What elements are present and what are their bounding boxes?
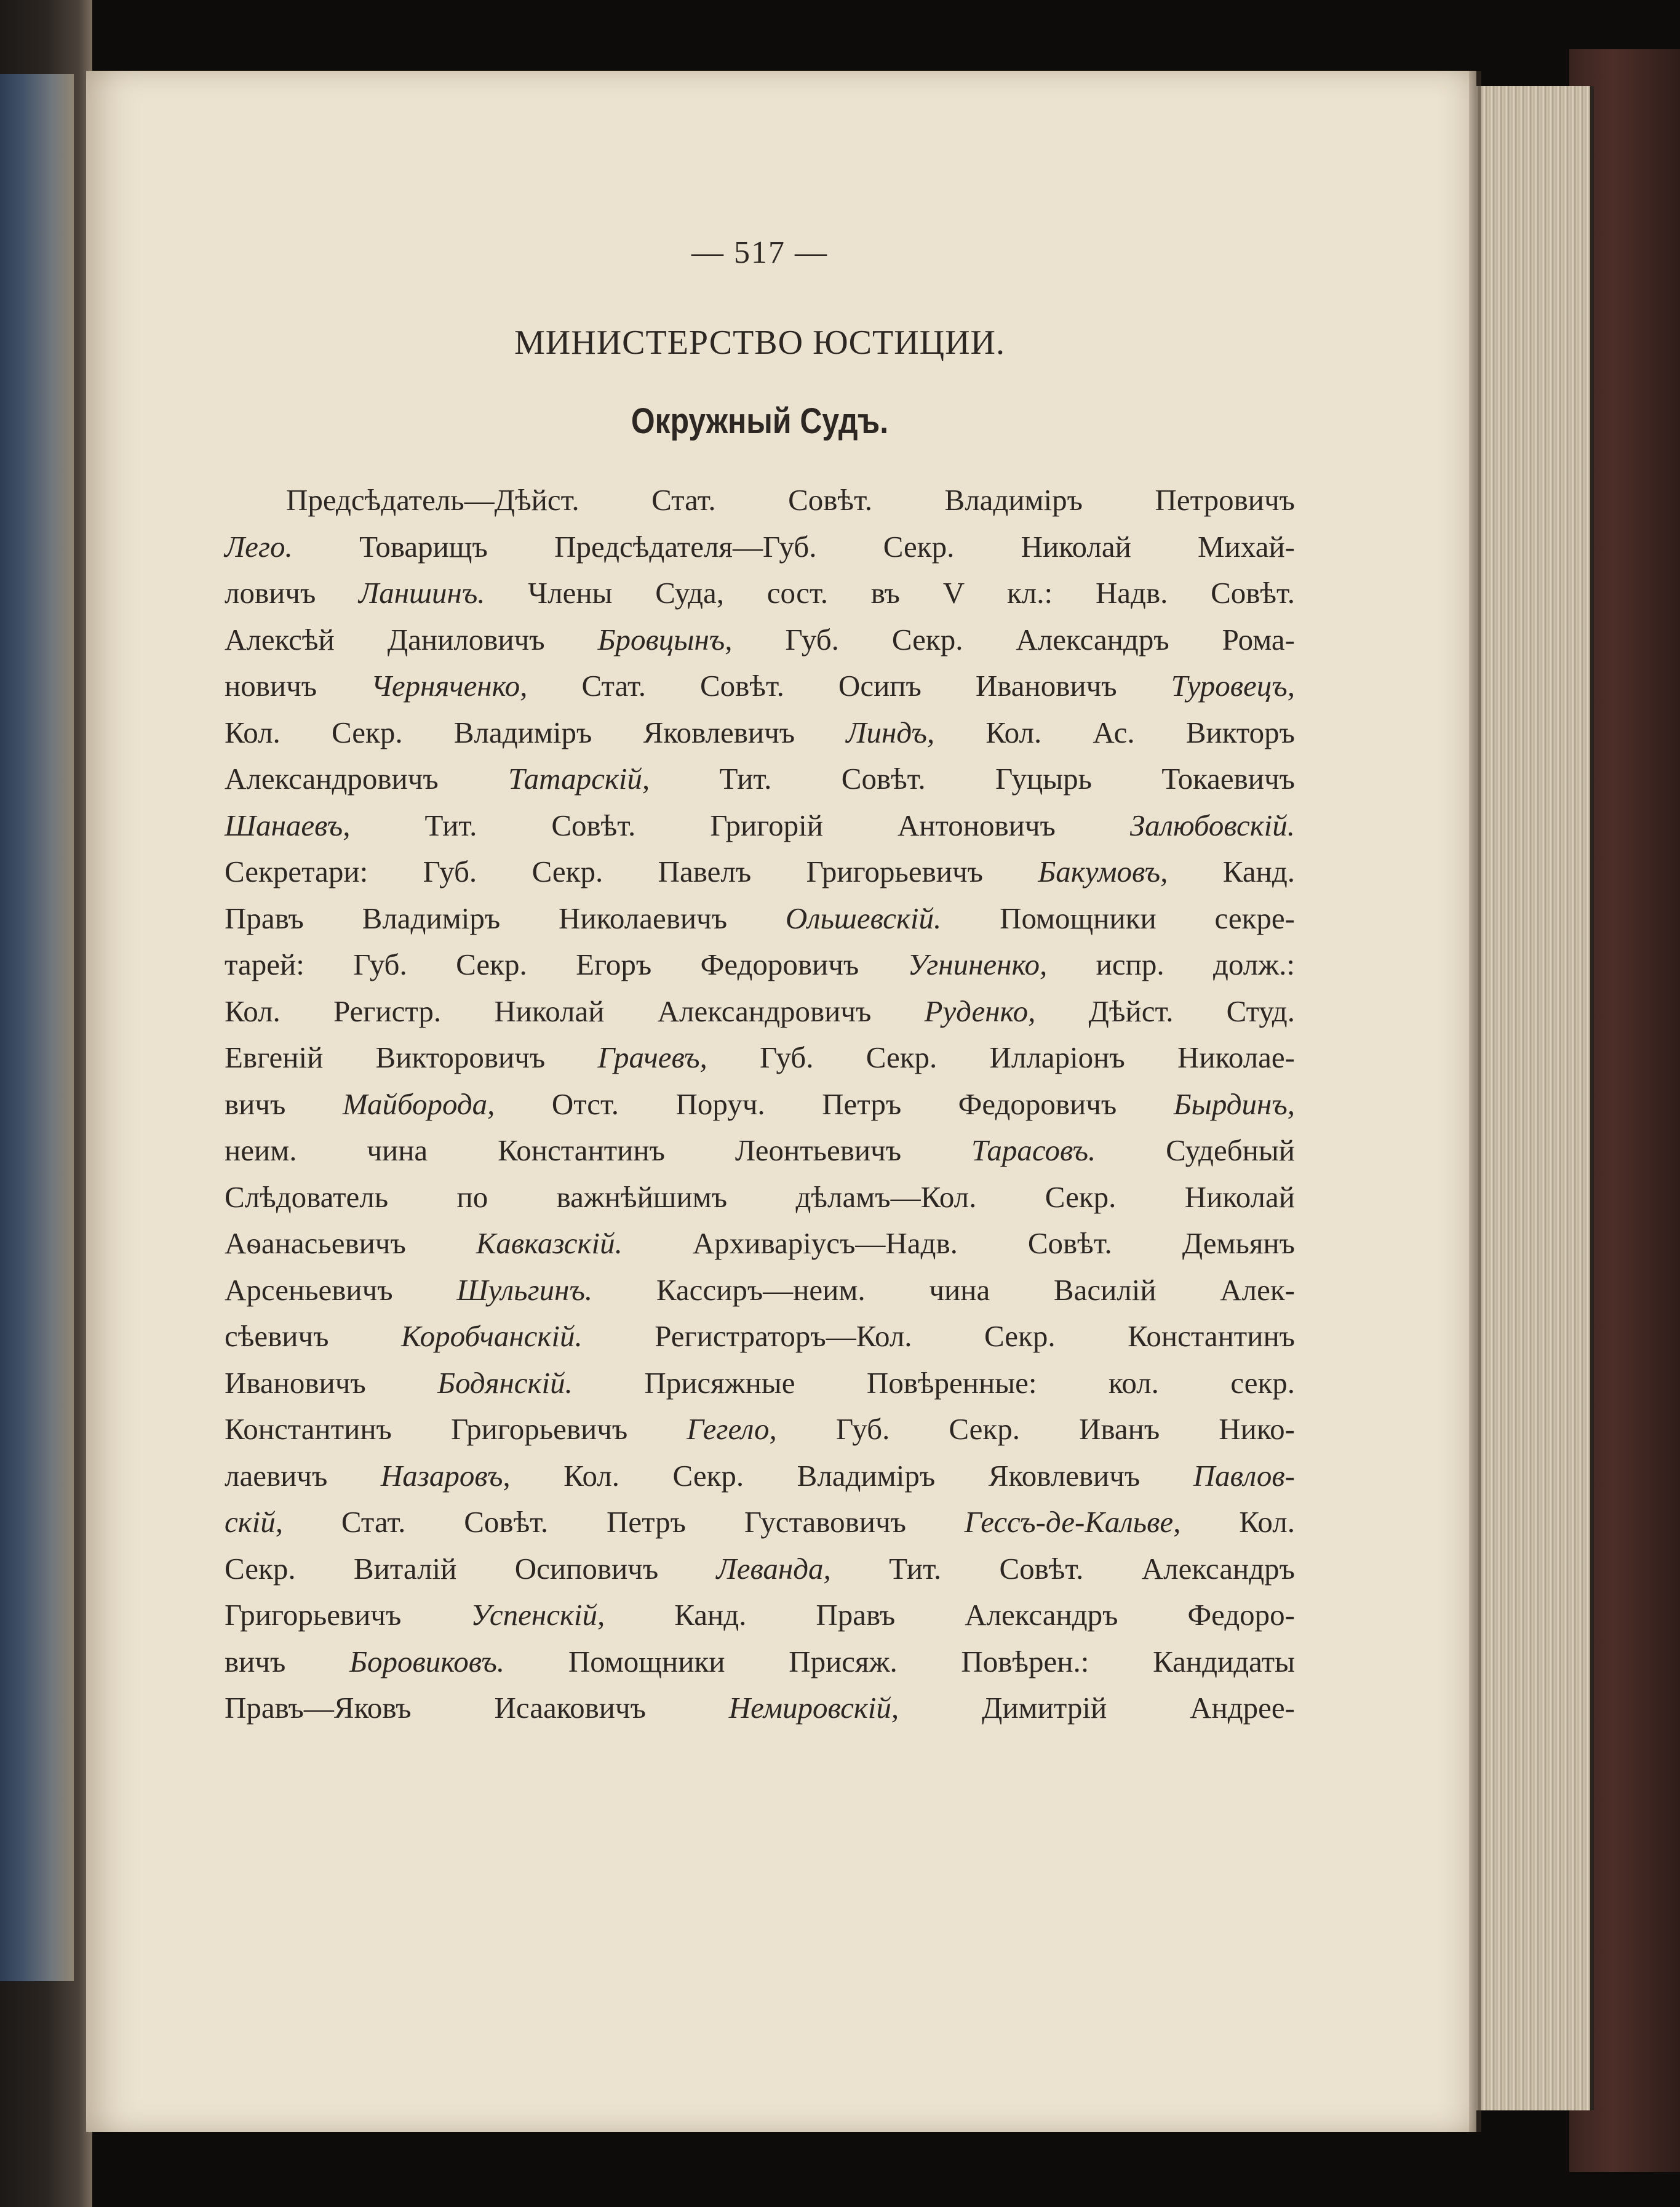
person-surname: Ланшинъ. [359,576,485,610]
text-segment: Александровичъ [225,762,509,796]
text-segment: лаевичъ [225,1458,381,1493]
person-surname: Успенскій, [471,1598,605,1632]
text-segment: Константинъ Григорьевичъ [225,1412,687,1446]
text-segment: Дѣйст. Студ. [1035,994,1295,1028]
person-surname: Леванда, [716,1551,831,1586]
text-segment: Димитрій Андрее- [899,1691,1295,1725]
text-segment: Тит. Совѣт. Гуцырь Токаевичъ [650,762,1295,796]
text-line [225,848,1295,895]
text-segment: Аѳанасьевичъ [225,1226,476,1260]
person-surname: Лего. [225,529,293,564]
text-segment: Регистраторъ—Кол. Секр. Константинъ [582,1319,1295,1353]
text-line [225,1220,1295,1267]
text-segment: Губ. Секр. Иванъ Нико- [776,1412,1295,1446]
person-surname: Немировскій, [728,1691,899,1725]
text-segment: тарей: Губ. Секр. Егоръ Федоровичъ [225,948,908,981]
body-text [225,477,1295,1731]
text-segment: Ивановичъ [225,1365,438,1400]
person-surname: Татарскій, [508,762,650,796]
text-line [225,1360,1295,1407]
text-line [225,617,1295,663]
text-segment: Помощники Присяж. Повѣрен.: Кандидаты [504,1644,1295,1678]
text-segment: Канд. Правъ Александръ Федоро- [605,1598,1296,1632]
text-segment: Кол. Секр. Владиміръ Яковлевичъ [510,1458,1193,1493]
person-surname: Туровецъ, [1171,669,1295,703]
text-line [225,1267,1295,1314]
text-line [225,1453,1295,1499]
text-line [225,524,1295,570]
text-segment: Стат. Совѣт. Осипъ Ивановичъ [527,669,1171,703]
text-segment: Секретари: Губ. Секр. Павелъ Григорьевичъ [225,855,1038,888]
person-surname: скій, [225,1505,284,1539]
text-line [225,570,1295,617]
text-line [225,1592,1295,1638]
text-segment: Евгеній Викторовичъ [225,1040,598,1074]
text-segment: Предсѣдатель—Дѣйст. Стат. Совѣт. Владиміръ Петровичъ [286,483,1295,517]
person-surname: Боровиковъ. [349,1644,505,1678]
person-surname: Залюбовскій. [1129,808,1295,842]
text-segment: Члены Суда, сост. въ V кл.: Надв. Совѣт. [485,576,1295,610]
person-surname: Бырдинъ, [1173,1087,1296,1121]
person-surname: Бакумовъ, [1038,855,1168,888]
person-surname: Кавказскій. [476,1226,623,1260]
text-segment: Архиваріусъ—Надв. Совѣт. Демьянъ [622,1226,1295,1260]
text-line [225,802,1295,849]
person-surname: Черняченко, [371,669,528,703]
ministry-heading: МИНИСТЕРСТВО ЮСТИЦИИ. [514,324,1005,362]
text-segment: Секр. Виталій Осиповичъ [225,1551,717,1586]
person-surname: Павлов- [1193,1458,1295,1493]
text-segment: вичъ [225,1087,343,1121]
text-segment: Помощники секре- [941,901,1295,935]
person-surname: Гессъ-де-Кальве, [964,1505,1181,1539]
text-segment: Тит. Совѣт. Григорій Антоновичъ [350,808,1130,842]
page-number: — 517 — [691,235,828,270]
person-surname: Майборода, [342,1087,495,1121]
person-surname: Шанаевъ, [225,808,351,842]
text-segment: Тит. Совѣт. Александръ [830,1551,1295,1586]
text-segment: испр. долж.: [1047,948,1295,981]
page-gutter-shadow [1469,71,1481,2132]
text-segment: Канд. [1168,855,1295,888]
person-surname: Бодянскій. [437,1365,573,1400]
text-line [225,1499,1295,1546]
text-segment: Слѣдователь по важнѣйшимъ дѣламъ—Кол. Секр. Николай [225,1179,1295,1214]
person-surname: Назаровъ, [380,1458,511,1493]
person-surname: Линдъ, [846,715,935,749]
person-surname: Тарасовъ. [971,1133,1096,1167]
text-line [225,1313,1295,1360]
text-segment: неим. чина Константинъ Леонтьевичъ [225,1133,971,1167]
text-segment: Кол. [1180,1505,1295,1539]
person-surname: Угниненко, [907,948,1048,981]
person-surname: Коробчанскій. [400,1319,583,1353]
text-line [225,1685,1295,1731]
text-line [225,1546,1295,1592]
text-line [225,1406,1295,1453]
book-page [86,71,1476,2132]
text-line [225,477,1295,524]
text-line [225,1034,1295,1081]
text-line [225,663,1295,709]
text-segment: Кассиръ—неим. чина Василій Алек- [592,1272,1295,1307]
text-segment: Отст. Поруч. Петръ Федоровичъ [495,1087,1174,1121]
text-segment: Товарищъ Предсѣдателя—Губ. Секр. Николай Михай- [292,529,1295,564]
person-surname: Гегело, [687,1412,777,1446]
text-line [225,988,1295,1035]
facing-page-edge [0,74,74,1981]
text-line [225,1127,1295,1174]
text-segment: Григорьевичъ [225,1598,471,1632]
text-segment: вичъ [225,1644,350,1678]
person-surname: Ольшевскій. [785,901,942,935]
text-segment: ловичъ [225,576,359,610]
person-surname: Шульгинъ. [456,1272,593,1307]
text-segment: Кол. Регистр. Николай Александровичъ [225,994,925,1028]
text-segment: Судебный [1096,1133,1295,1167]
text-segment: Арсеньевичъ [225,1272,457,1307]
text-line [225,941,1295,988]
text-line [225,756,1295,802]
text-segment: Кол. Ас. Викторъ [934,715,1295,749]
text-segment: Стат. Совѣт. Петръ Густавовичъ [283,1505,965,1539]
text-segment: сѣевичъ [225,1319,401,1353]
person-surname: Руденко, [924,994,1036,1028]
text-line [225,895,1295,942]
section-heading: Окружный Судъ. [631,401,889,441]
person-surname: Грачевъ, [597,1040,707,1074]
text-segment: новичъ [225,669,372,703]
text-line [225,1174,1295,1221]
text-segment: Кол. Секр. Владиміръ Яковлевичъ [225,715,846,749]
text-segment: Губ. Секр. Илларіонъ Николае- [707,1040,1295,1074]
text-segment: Алексѣй Даниловичъ [225,622,598,657]
text-segment: Правъ Владиміръ Николаевичъ [225,901,786,935]
page-edges [1473,86,1594,2110]
text-segment: Правъ—Яковъ Исааковичъ [225,1691,729,1725]
text-line [225,709,1295,756]
person-surname: Бровцынъ, [597,622,733,657]
text-segment: Губ. Секр. Александръ Рома- [732,622,1295,657]
text-segment: Присяжные Повѣренные: кол. секр. [572,1365,1296,1400]
text-line [225,1081,1295,1128]
text-line [225,1638,1295,1685]
